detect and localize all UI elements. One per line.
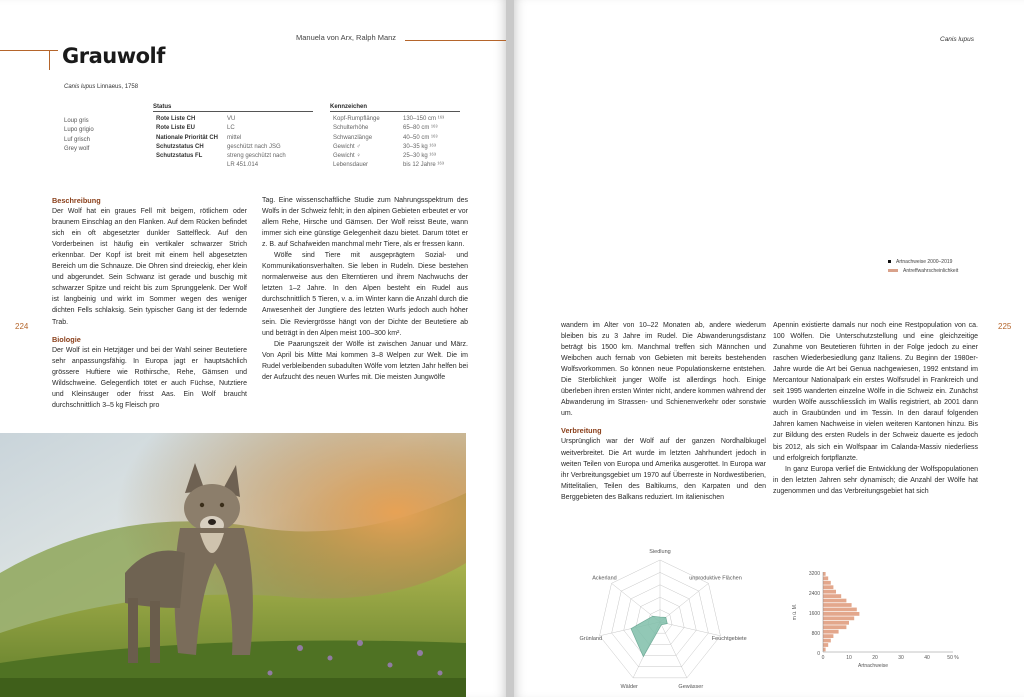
histogram-bar: [823, 594, 841, 598]
x-axis-title: Artnachweise: [857, 663, 889, 669]
habitat-radar-chart: [560, 540, 760, 697]
running-head: Canis lupus: [940, 36, 974, 43]
histogram-bar: [823, 612, 859, 616]
heading-biologie: Biologie: [52, 334, 81, 344]
text-column-3: [561, 320, 766, 503]
key-row: Lebensdauer bis 12 Jahre ¹⁶³: [333, 162, 444, 169]
histogram-bar: [823, 590, 836, 594]
radar-axis-label: unproduktive Flächen: [689, 575, 742, 582]
status-heading: Status: [153, 104, 313, 112]
histogram-bar: [823, 634, 833, 638]
text-column-2: [262, 195, 468, 383]
radar-axis-label: Grünland: [579, 635, 603, 642]
page-number-left: 224: [15, 322, 29, 331]
histogram-bar: [823, 643, 828, 647]
histogram-bar: [823, 576, 828, 580]
name-fr: Loup gris: [64, 118, 89, 124]
paragraph: In ganz Europa verlief die Entwicklung der Wolfspopulationen in den letzten Jahren sehr dynamisch; die Anzahl der Wölfe hat zugenommen und das Verbreitungsgebiet hat sich: [773, 465, 978, 495]
left-page: [0, 0, 506, 697]
paragraph: Wölfe sind Tiere mit ausgeprägtem Sozial- und Kommunikationsverhalten. Sie leben in Rudeln. Diese bestehen normalerweise aus den Elterntieren und ihrem Nachwuchs der letzten 1–2 Jahre. In den Alpen besteht ein Rudel aus durchschnittlich 5 Tieren, v. a. im Winter kann die Anzahl durch die Anwesenheit der Jungtiere des letzten Wurfs jedoch auch höher sein. Die Reviergrösse hängt von der Dichte der Beutetiere ab und beträgt in den Alpen meist 100–300 km².: [262, 252, 468, 337]
key-figures-table: [333, 115, 444, 171]
paragraph: Ursprünglich war der Wolf auf der ganzen Nordhalbkugel weitverbreitet. Die Art wurde im letzten Jahrhundert jedoch in weiten Teilen von Europa und Amerika ausgerottet. In Europa war ihr Verbreitungsgebiet um 1970 auf Überreste in Nordwestiberien, Mittelitalien, Teilen des Baltikums, den Karpaten und den Berggebieten des Balkans reduziert. Im italienischen: [561, 438, 766, 501]
histogram-bar: [823, 639, 831, 643]
y-tick-label: 2400: [808, 591, 820, 597]
name-rm: Luf grisch: [64, 136, 91, 143]
legend-swatch-icon: [888, 269, 898, 272]
histogram-bar: [823, 608, 857, 612]
histogram-bar: [823, 625, 846, 629]
elevation-histogram: [778, 560, 978, 680]
radar-axis-label: Ackerland: [592, 575, 617, 582]
legend-dot-icon: [888, 260, 891, 263]
histogram-bar: [823, 648, 826, 652]
x-tick-label: 10: [846, 655, 852, 661]
histogram-bar: [823, 621, 849, 625]
paragraph: Der Wolf ist ein Hetzjäger und bei der Wahl seiner Beutetiere sehr anpassungsfähig. In Europa jagt er hauptsächlich grössere Huftiere wie Rothirsche, Rehe, Gämsen und Wildschweine. Gelegentlich tötet er auch Füchse, Nutztiere und Kleinsäuger oder frisst Aas. Ein Wolf braucht durchschnittlich 3–5 kg Fleisch pro: [52, 346, 247, 409]
x-tick-label: 30: [898, 655, 904, 661]
status-row: LR 451.014: [227, 162, 259, 169]
histogram-bar: [823, 630, 839, 634]
paragraph: Der Wolf hat ein graues Fell mit beigem, rötlichem oder braunem Einschlag an den Flanken. Auf dem Rücken befindet sich ein oft abgesetzter dunkler Sattelfleck. Auf den Vorderbeinen ist häufig ein vertikaler schwarzer Strich erkennbar. Der Kopf ist breit mit einem hell abgesetzten Bereich um die Schnauze. Die Ohren sind dreieckig, eher klein und abgerundet. Sein Schwanz ist gerade und buschig mit schwarzer Spitze und reicht bis zum Sprunggelenk. Der Wolf ist langbeinig und wirkt im Sommer wegen des weniger dichten Fells schlaksig. Sein typischer Gang ist der federnde Trab.: [52, 208, 247, 326]
status-row: Nationale Priorität CH mittel: [156, 134, 242, 141]
paragraph: Apennin existierte damals nur noch eine Restpopulation von ca. 100 Wölfen. Die Unterschutzstellung und eine gleichzeitige Zunahme von Beutetieren führten in der Folge jedoch zu einer raschen Wiederbesiedlung ganz Italiens. Zu Beginn der 1980er-Jahre wurde die Art bei Genua nachgewiesen, 1992 entstand im Mercantour Nationalpark ein erstes Wolfsrudel in Frankreich und seit 1995 wanderten einzelne Wölfe in die Schweiz ein. Zunächst wurden Wölfe ausschliesslich im Wallis registriert, ab 2001 dann auch in Graubünden und im Tessin. In den darauf folgenden Jahren kamen Nachweise in vielen weiteren Kantonen hinzu. Bis zur Bildung des ersten Rudels in der Schweiz dauerte es jedoch bis 2012, als sich ein Wolfspaar im Calanda-Massiv niederliess und erfolgreich fortpflanzte.: [773, 322, 978, 462]
legend-records: Artnachweise 2000–2019: [888, 258, 958, 267]
book-gutter: [506, 0, 514, 697]
y-tick-label: 0: [817, 651, 820, 657]
title-rule-tick: [49, 50, 50, 70]
text-column-1: [52, 195, 247, 411]
radar-axis-label: Gewässer: [678, 683, 704, 690]
radar-axis-label: Wälder: [620, 683, 638, 690]
x-tick-label: 40: [924, 655, 930, 661]
radar-axis-label: Feuchtgebiete: [711, 635, 747, 642]
radar-series: [631, 616, 667, 656]
x-tick-label: 50 %: [947, 655, 959, 661]
histogram-bar: [823, 603, 852, 607]
authors: Manuela von Arx, Ralph Manz: [296, 33, 397, 42]
status-row: Schutzstatus CH geschützt nach JSG: [156, 143, 281, 150]
histogram-bar: [823, 616, 854, 620]
key-row: Schulterhöhe 65–80 cm ¹⁶³: [333, 125, 438, 132]
legend-probability: Antreffwahrscheinlichkeit: [888, 267, 958, 276]
key-row: Kopf-Rumpflänge 130–150 cm ¹⁶³: [333, 116, 445, 122]
common-names: [64, 117, 94, 154]
species-title: Grauwolf: [62, 44, 165, 68]
key-row: Schwanzlänge 40–50 cm ¹⁶³: [333, 134, 438, 141]
status-row: Rote Liste EU LC: [156, 125, 235, 132]
name-en: Grey wolf: [64, 145, 90, 152]
name-it: Lupo grigio: [64, 127, 94, 134]
key-figures-heading: Kennzeichen: [330, 104, 460, 112]
paragraph: Tag. Eine wissenschaftliche Studie zum Nahrungsspektrum des Wolfs in der Schweiz fehlt; in den alpinen Gebieten erbeutet er vor allem Rehe, Hirsche und Gämsen. Der Wolf reisst Beute, wann immer sich eine günstige Gelegenheit dazu bietet. Darum tötet er z. B. auf Schafweiden manchmal mehr Tiere, als er fressen kann.: [262, 197, 468, 249]
text-column-4: [773, 320, 978, 497]
wolf-image: [0, 433, 466, 697]
status-row: Schutzstatus FL streng geschützt nach: [156, 153, 286, 160]
wolf-photo: [0, 433, 466, 697]
histogram-bar: [823, 572, 826, 576]
radar-axis-label: Siedlung: [649, 549, 671, 555]
status-table: [156, 115, 286, 171]
status-row: Rote Liste CH VU: [156, 116, 236, 122]
histogram-bar: [823, 585, 833, 589]
histogram-bar: [823, 581, 831, 585]
key-row: Gewicht ♂ 30–35 kg ¹⁶³: [333, 143, 436, 150]
x-tick-label: 0: [821, 655, 825, 661]
map-legend: [888, 258, 958, 276]
y-axis-title: m ü. M.: [792, 603, 798, 621]
histogram-bar: [823, 599, 846, 603]
scientific-name: Canis lupus Linnaeus, 1758: [64, 84, 139, 90]
key-row: Gewicht ♀ 25–30 kg ¹⁶³: [333, 153, 436, 160]
paragraph: Die Paarungszeit der Wölfe ist zwischen Januar und März. Von April bis Mitte Mai kommen 3–8 Welpen zur Welt. Die im Rudel verbleibenden subadulten Wölfe vom letzten Jahr helfen bei der Aufzucht des neuen Wurfes mit. Die meisten Jungwölfe: [262, 340, 468, 381]
authors-rule: [405, 40, 506, 41]
heading-beschreibung: Beschreibung: [52, 196, 101, 205]
radar-axis-line: [660, 622, 687, 678]
page-number-right: 225: [998, 322, 1012, 331]
y-tick-label: 3200: [808, 571, 820, 577]
y-tick-label: 1600: [808, 611, 820, 617]
heading-verbreitung: Verbreitung: [561, 426, 602, 436]
y-tick-label: 800: [811, 631, 820, 637]
x-tick-label: 20: [872, 655, 878, 661]
paragraph: wandern im Alter von 10–22 Monaten ab, andere wiederum bleiben bis zu 3 Jahre im Rudel. Die Abwanderungsdistanz beträgt bis 1500 km. Manchmal treffen sich Männchen und Weibchen auch fernab von Gebieten mit bereits bestehenden Wolfsvorkommen. So können neue Populationskerne entstehen. Die Sterblichkeit junger Wölfe ist allerdings hoch. Einige überleben ihren ersten Winter nicht, andere kommen während der Abwanderung im Strassen- und Schienenverkehr oder sonstwie um.: [561, 322, 766, 418]
